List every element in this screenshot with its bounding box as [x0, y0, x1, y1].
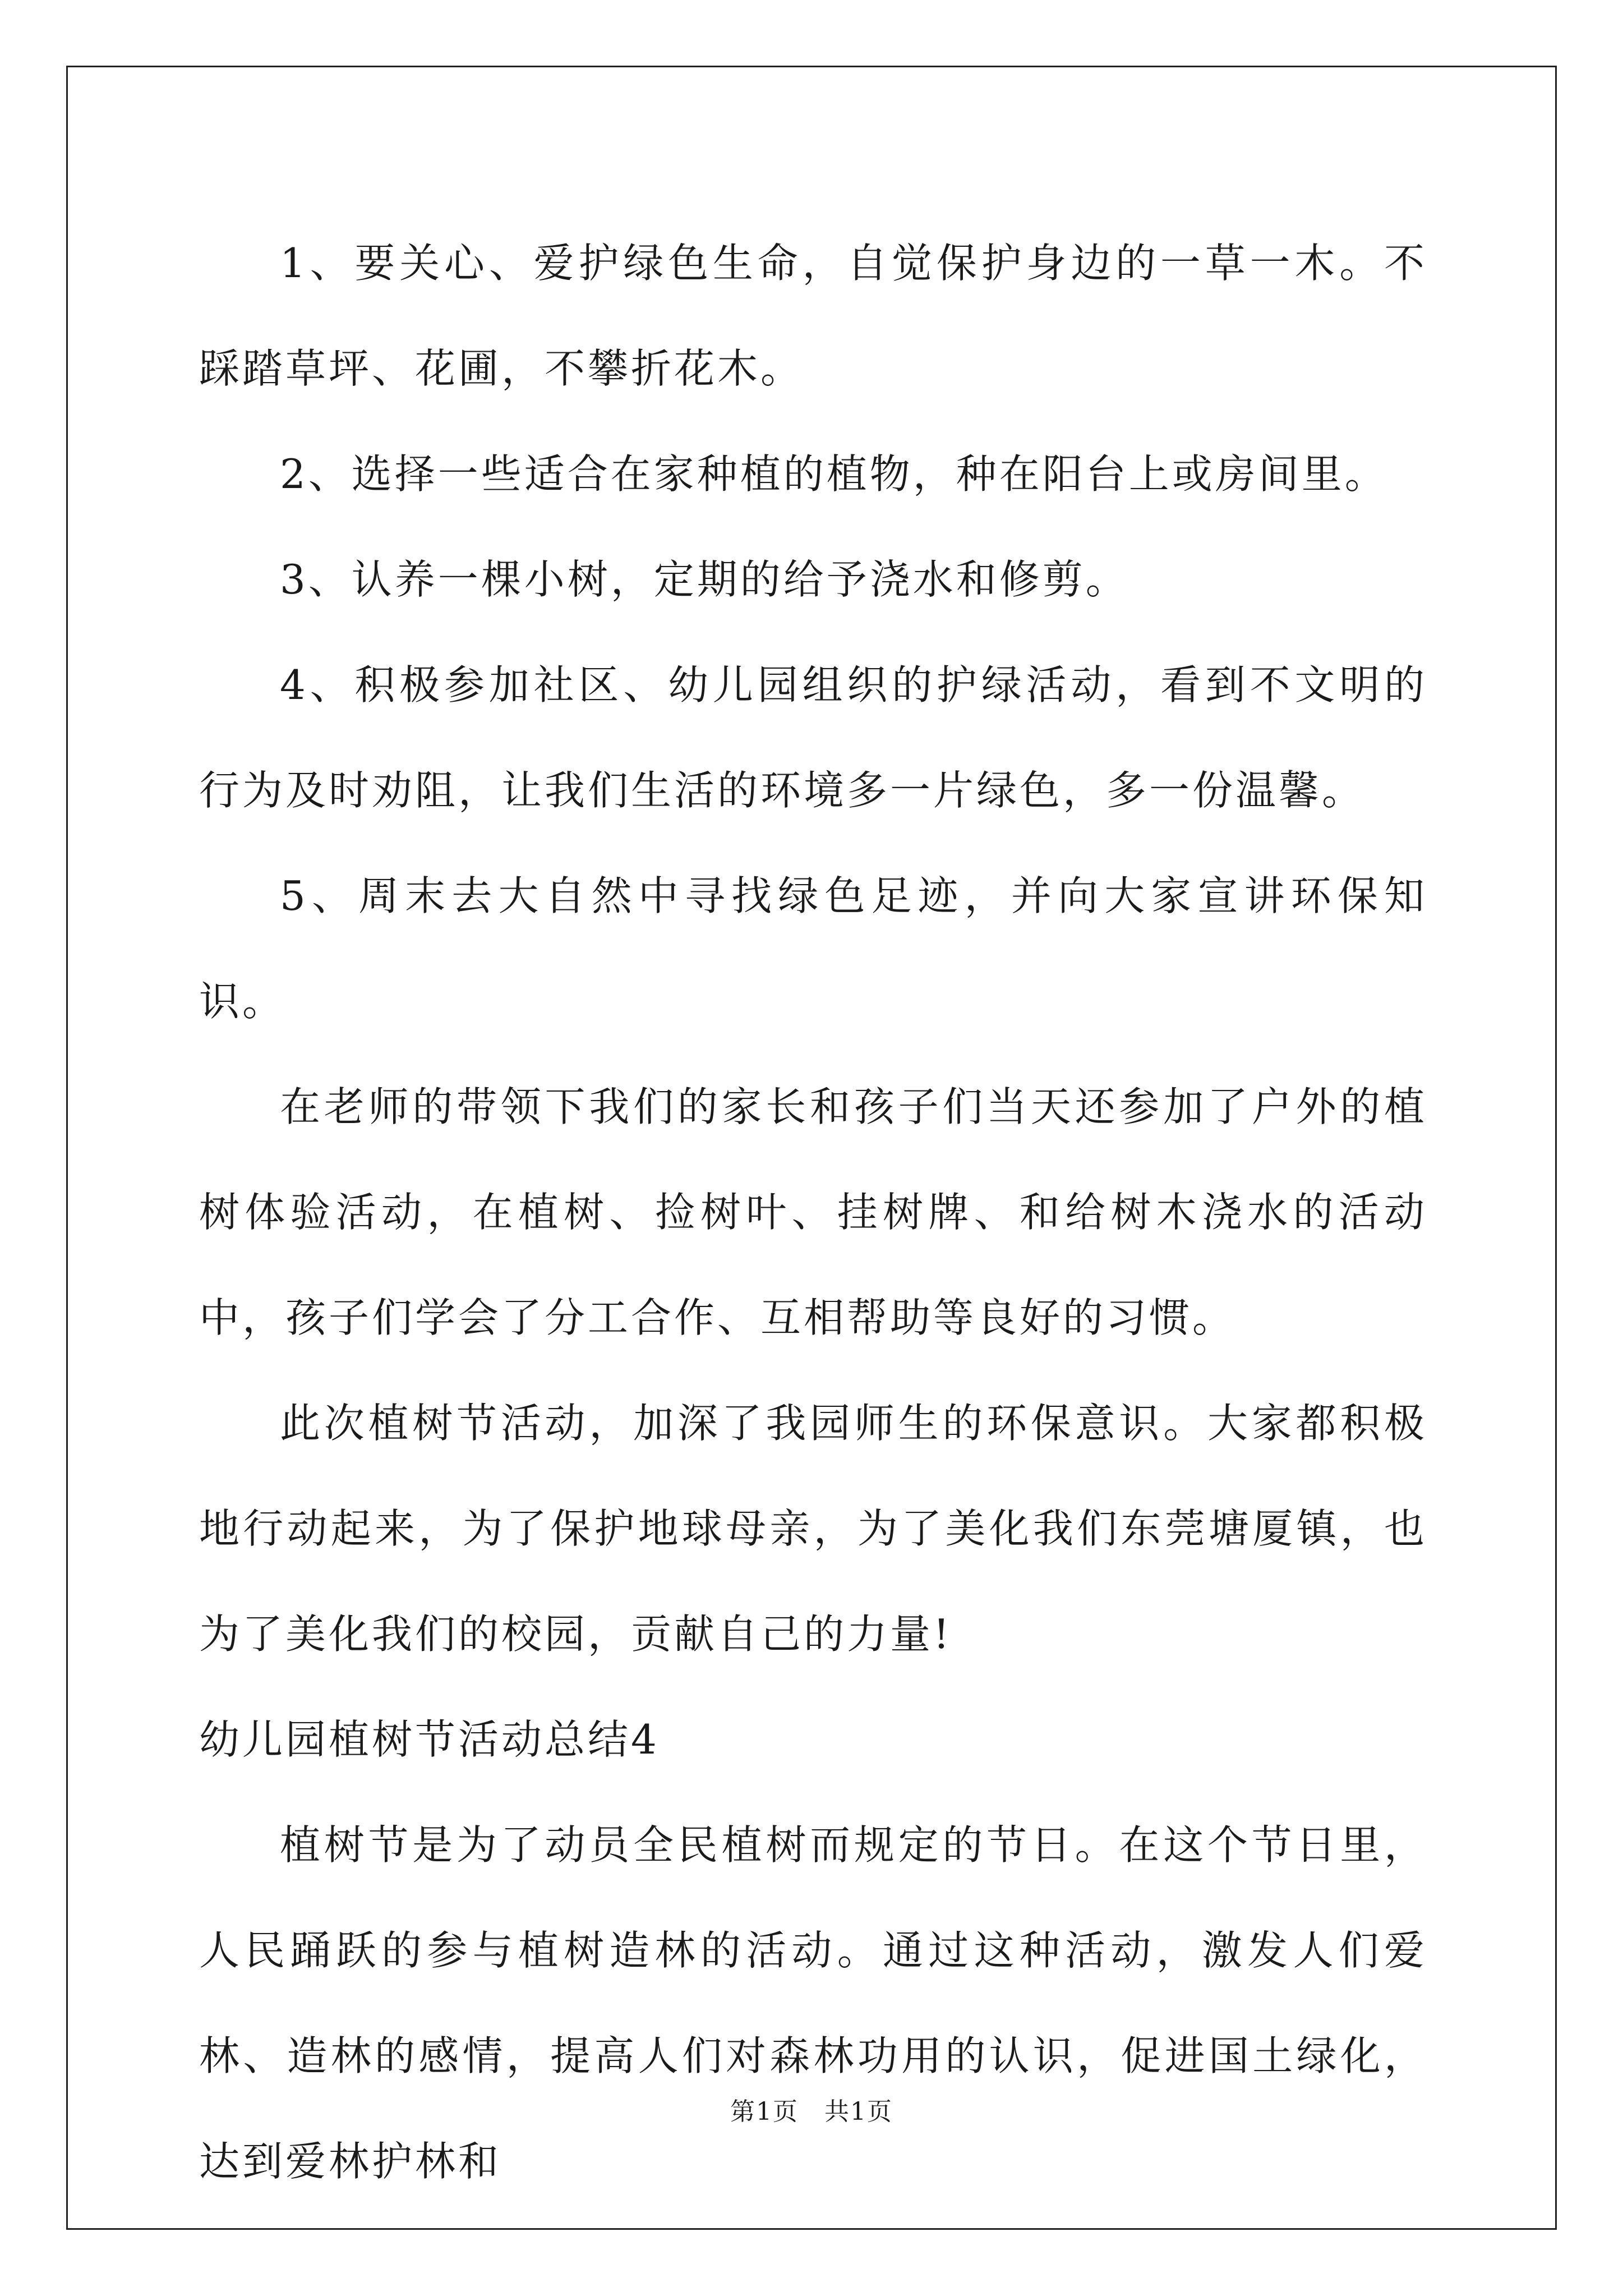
paragraph-5: 5、周末去大自然中寻找绿色足迹，并向大家宣讲环保知识。 — [199, 872, 1427, 1025]
paragraph-7: 此次植树节活动，加深了我园师生的环保意识。大家都积极地行动起来，为了保护地球母亲，为了美化我们东莞塘厦镇，也为了美化我们的校园，贡献自己的力量! — [199, 1400, 1427, 1658]
page-number: 第1页 — [730, 2097, 799, 2126]
paragraph-2: 2、选择一些适合在家种植的植物，种在阳台上或房间里。 — [280, 450, 1388, 498]
section-heading: 幼儿园植树节活动总结4 — [199, 1716, 660, 1763]
paragraph-1: 1、要关心、爱护绿色生命，自觉保护身边的一草一木。不踩踏草坪、花圃，不攀折花木。 — [199, 240, 1427, 392]
paragraph-8: 植树节是为了动员全民植树而规定的节日。在这个节日里，人民踊跃的参与植树造林的活动。通过这种活动，激发人们爱林、造林的感情，提高人们对森林功用的认识，促进国土绿化，达到爱林护林和 — [199, 1821, 1427, 2185]
page-total: 共1页 — [824, 2097, 893, 2126]
paragraph-6: 在老师的带领下我们的家长和孩子们当天还参加了户外的植树体验活动，在植树、捡树叶、挂树牌、和给树木浇水的活动中，孩子们学会了分工合作、互相帮助等良好的习惯。 — [199, 1083, 1427, 1341]
page-footer — [0, 2095, 1623, 2129]
paragraph-4: 4、积极参加社区、幼儿园组织的护绿活动，看到不文明的行为及时劝阻，让我们生活的环境多一片绿色，多一份温馨。 — [199, 661, 1427, 814]
paragraph-3: 3、认养一棵小树，定期的给予浇水和修剪。 — [280, 556, 1129, 603]
document-body — [199, 210, 1427, 2214]
